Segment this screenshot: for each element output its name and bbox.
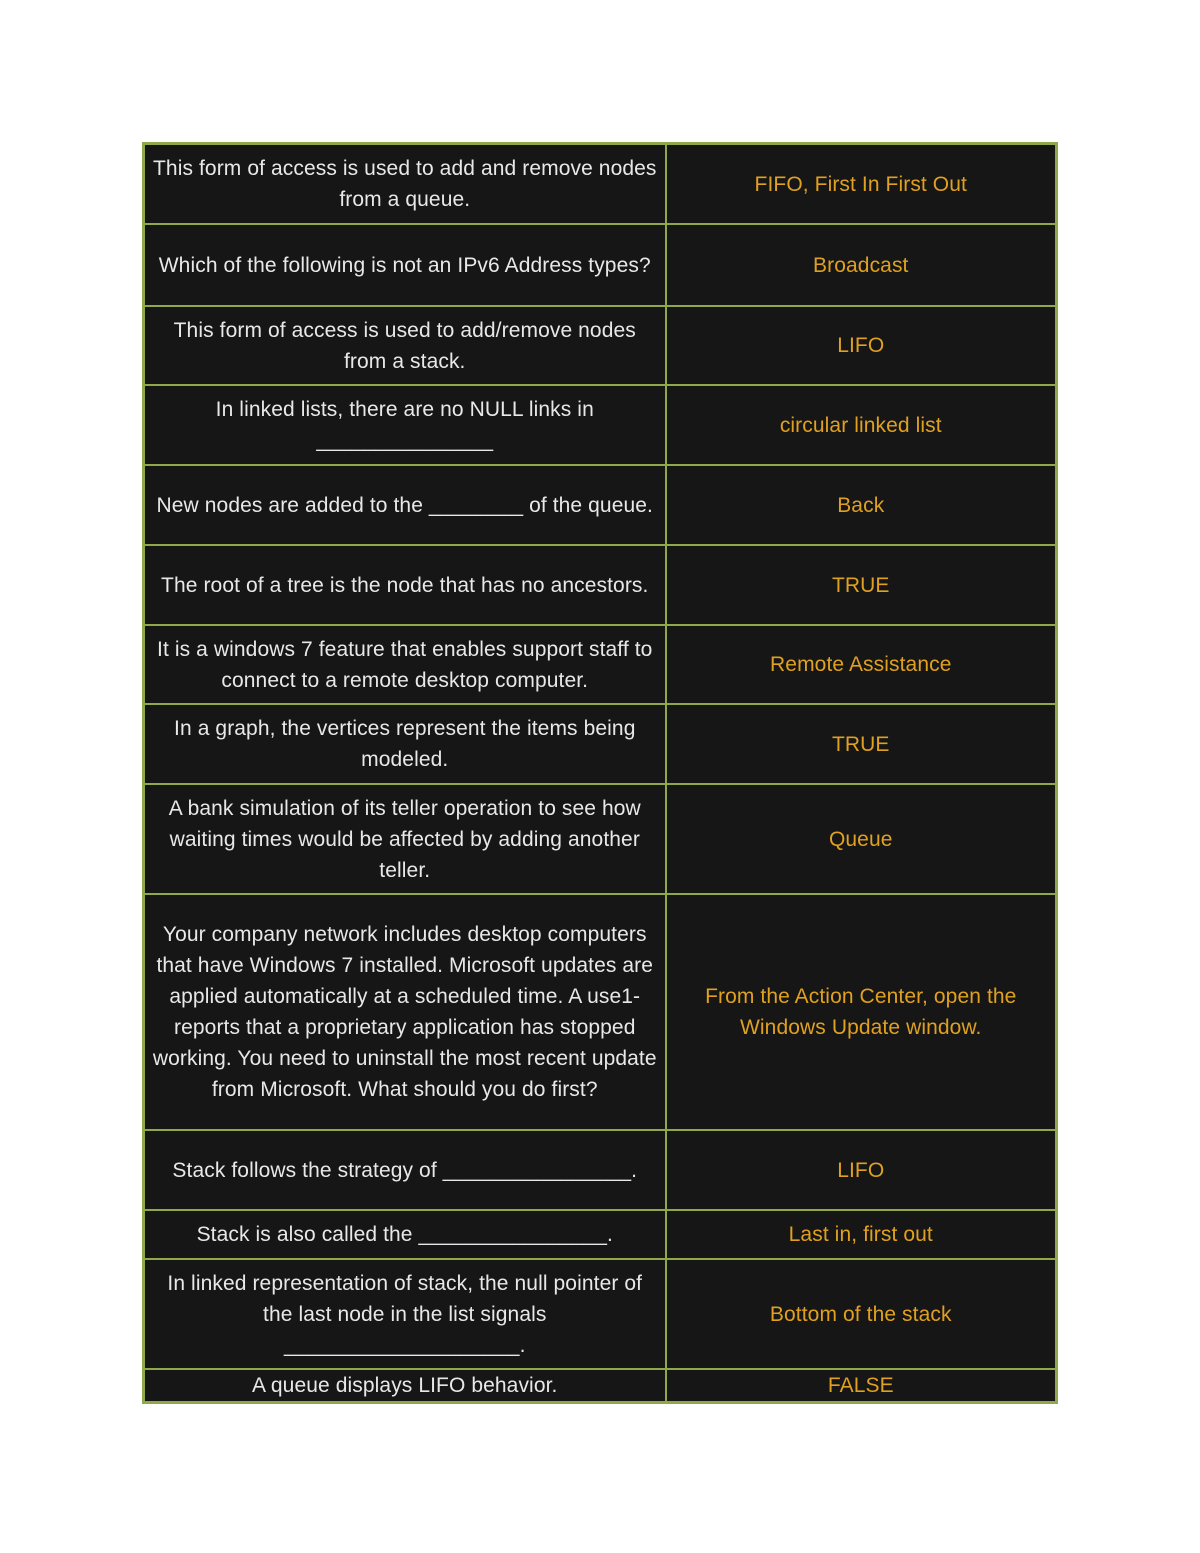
answer-cell: circular linked list bbox=[666, 385, 1056, 465]
table-row bbox=[144, 545, 1056, 625]
question-cell: The root of a tree is the node that has no ancestors. bbox=[144, 545, 666, 625]
answer-cell: Back bbox=[666, 465, 1056, 545]
question-cell: It is a windows 7 feature that enables support staff to connect to a remote desktop computer. bbox=[144, 625, 666, 704]
answer-cell: FALSE bbox=[666, 1369, 1056, 1402]
answer-cell: FIFO, First In First Out bbox=[666, 144, 1056, 224]
answer-cell: Last in, first out bbox=[666, 1210, 1056, 1259]
answer-cell: From the Action Center, open the Windows Update window. bbox=[666, 894, 1056, 1130]
table-row bbox=[144, 1259, 1056, 1369]
table-row bbox=[144, 465, 1056, 545]
table-row bbox=[144, 704, 1056, 784]
answer-cell: TRUE bbox=[666, 545, 1056, 625]
question-cell: This form of access is used to add and remove nodes from a queue. bbox=[144, 144, 666, 224]
answer-cell: Queue bbox=[666, 784, 1056, 894]
question-cell: Stack follows the strategy of ________________. bbox=[144, 1130, 666, 1210]
flashcard-table bbox=[142, 142, 1058, 1404]
answer-cell: Remote Assistance bbox=[666, 625, 1056, 704]
question-cell: Which of the following is not an IPv6 Address types? bbox=[144, 224, 666, 306]
answer-cell: Bottom of the stack bbox=[666, 1259, 1056, 1369]
answer-cell: TRUE bbox=[666, 704, 1056, 784]
table-row bbox=[144, 385, 1056, 465]
question-cell: New nodes are added to the ________ of the queue. bbox=[144, 465, 666, 545]
table-row bbox=[144, 1369, 1056, 1402]
question-cell: In linked lists, there are no NULL links in _______________ bbox=[144, 385, 666, 465]
answer-cell: LIFO bbox=[666, 1130, 1056, 1210]
question-cell: Your company network includes desktop computers that have Windows 7 installed. Microsoft updates are applied automatically at a scheduled time. A use1- reports that a proprietary application has stopped working. You need to uninstall the most recent update from Microsoft. What should you do first? bbox=[144, 894, 666, 1130]
table-row bbox=[144, 784, 1056, 894]
table-row bbox=[144, 224, 1056, 306]
table-row bbox=[144, 894, 1056, 1130]
answer-cell: Broadcast bbox=[666, 224, 1056, 306]
question-cell: This form of access is used to add/remove nodes from a stack. bbox=[144, 306, 666, 385]
table-row bbox=[144, 625, 1056, 704]
question-cell: A queue displays LIFO behavior. bbox=[144, 1369, 666, 1402]
answer-cell: LIFO bbox=[666, 306, 1056, 385]
table-row bbox=[144, 144, 1056, 224]
table-row bbox=[144, 1130, 1056, 1210]
question-cell: In linked representation of stack, the null pointer of the last node in the list signals ____________________. bbox=[144, 1259, 666, 1369]
table-row bbox=[144, 306, 1056, 385]
table-row bbox=[144, 1210, 1056, 1259]
question-cell: In a graph, the vertices represent the items being modeled. bbox=[144, 704, 666, 784]
question-cell: Stack is also called the ________________. bbox=[144, 1210, 666, 1259]
question-cell: A bank simulation of its teller operation to see how waiting times would be affected by adding another teller. bbox=[144, 784, 666, 894]
